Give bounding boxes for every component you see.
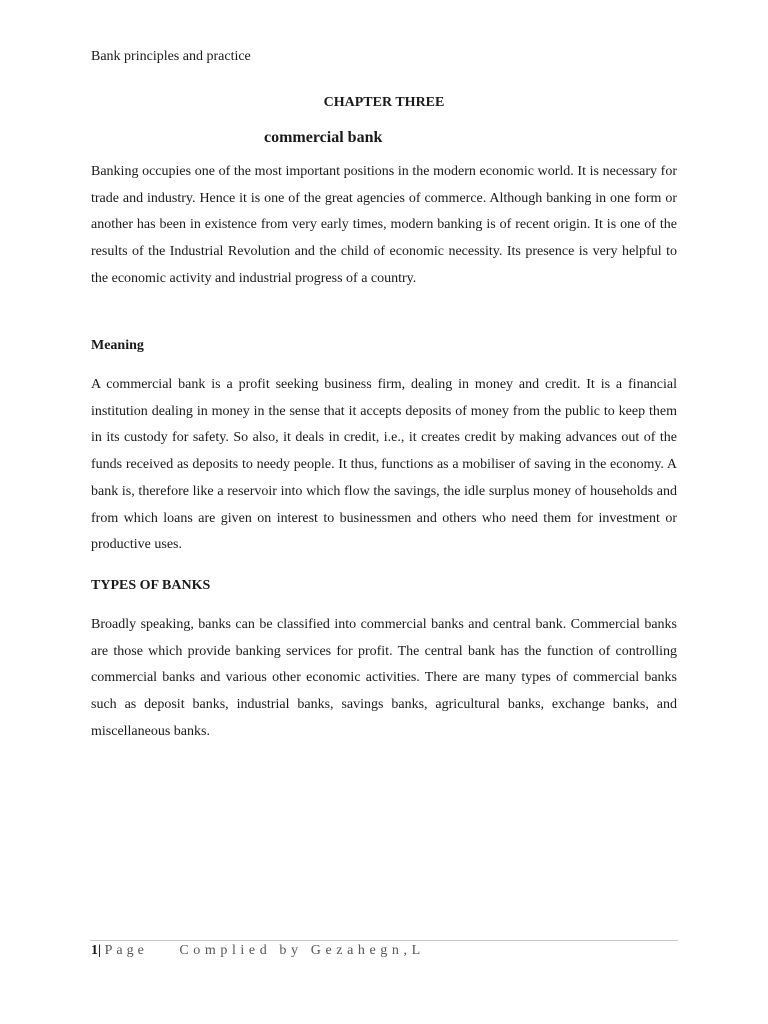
types-of-banks-paragraph: Broadly speaking, banks can be classified into commercial banks and central bank. Commercial banks are those which provide banking services for profit. The central bank has the function of controlling commercial banks and various other economic activities. There are many types of commercial banks such as deposit banks, industrial banks, savings banks, agricultural banks, exchange banks, and miscellaneous banks. (91, 617, 677, 739)
intro-paragraph: Banking occupies one of the most important positions in the modern economic world. It is necessary for trade and industry. Hence it is one of the great agencies of commerce. Although banking in one form or another has been in existence from very early times, modern banking is of recent origin. It is one of the results of the Industrial Revolution and the child of economic necessity. Its presence is very helpful to the economic activity and industrial progress of a country. (91, 164, 677, 286)
meaning-heading: Meaning (91, 338, 144, 353)
types-of-banks-heading: TYPES OF BANKS (91, 578, 211, 593)
footer-separator: | (98, 943, 102, 958)
running-header: Bank principles and practice (91, 49, 251, 64)
page-number: 1 (91, 943, 98, 958)
footer-divider (90, 940, 678, 941)
chapter-label: CHAPTER THREE (323, 95, 445, 110)
meaning-paragraph: A commercial bank is a profit seeking business firm, dealing in money and credit. It is a financial institution dealing in money in the sense that it accepts deposits of money from the public to keep them in its custody for safety. So also, it deals in credit, i.e., it creates credit by making advances out of the funds received as deposits to needy people. It thus, functions as a mobiliser of saving in the economy. A bank is, therefore like a reservoir into which flow the savings, the idle surplus money of households and from which loans are given on interest to businessmen and others who need them for investment or productive uses. (91, 377, 677, 553)
compiled-by-text: Complied by Gezahegn,L (179, 943, 425, 958)
chapter-title: commercial bank (264, 129, 383, 146)
page-footer (91, 942, 425, 960)
page-word: Page (104, 943, 148, 958)
